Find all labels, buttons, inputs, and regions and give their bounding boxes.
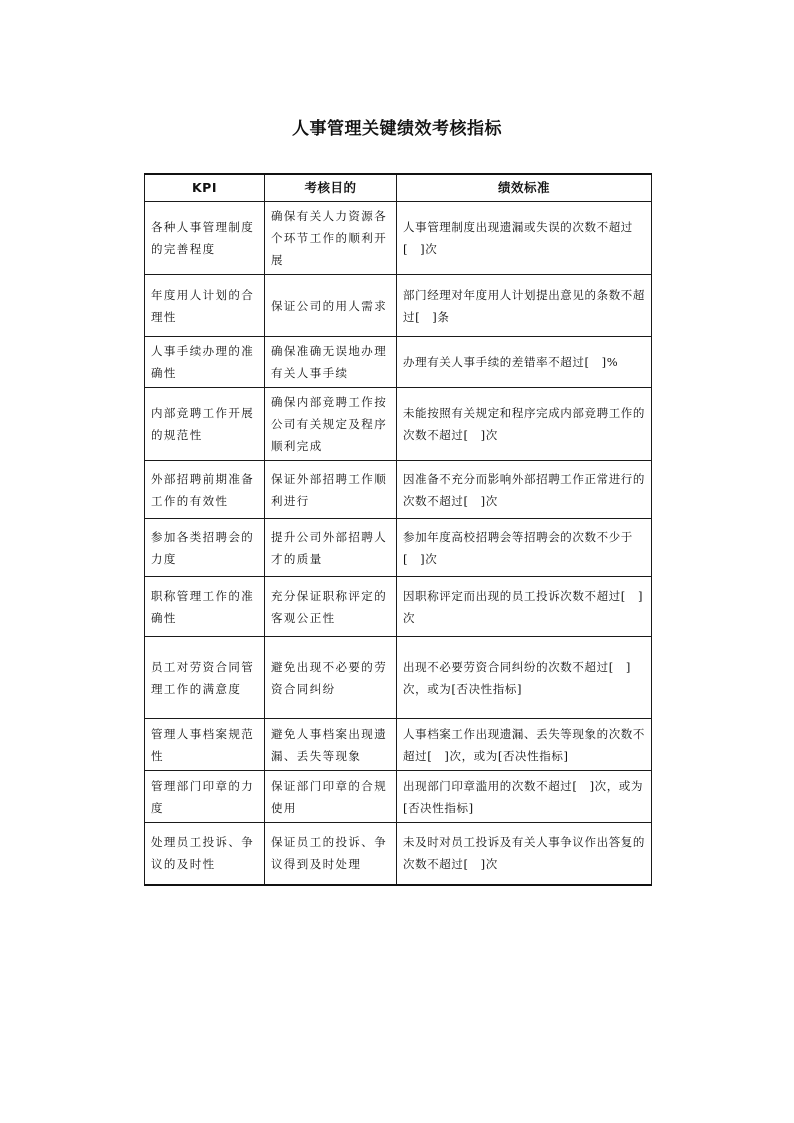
standard-cell: 参加年度高校招聘会等招聘会的次数不少于[ ]次 — [397, 519, 652, 577]
header-purpose: 考核目的 — [265, 174, 397, 202]
purpose-cell: 确保准确无误地办理有关人事手续 — [265, 337, 397, 388]
table-row — [145, 337, 652, 388]
kpi-cell: 管理人事档案规范性 — [145, 719, 265, 771]
table-row — [145, 637, 652, 719]
table-row — [145, 519, 652, 577]
table-row — [145, 202, 652, 275]
table-row — [145, 275, 652, 337]
table-header-row — [145, 174, 652, 202]
standard-cell: 出现不必要劳资合同纠纷的次数不超过[ ]次，或为[否决性指标] — [397, 637, 652, 719]
purpose-cell: 提升公司外部招聘人才的质量 — [265, 519, 397, 577]
purpose-cell: 保证员工的投诉、争议得到及时处理 — [265, 823, 397, 885]
table-row — [145, 461, 652, 519]
purpose-cell: 避免出现不必要的劳资合同纠纷 — [265, 637, 397, 719]
kpi-cell: 管理部门印章的力度 — [145, 771, 265, 823]
purpose-cell: 确保内部竞聘工作按公司有关规定及程序顺利完成 — [265, 388, 397, 461]
standard-cell: 人事档案工作出现遗漏、丢失等现象的次数不超过[ ]次，或为[否决性指标] — [397, 719, 652, 771]
table-row — [145, 771, 652, 823]
table-row — [145, 577, 652, 637]
standard-cell: 未及时对员工投诉及有关人事争议作出答复的次数不超过[ ]次 — [397, 823, 652, 885]
kpi-cell: 员工对劳资合同管理工作的满意度 — [145, 637, 265, 719]
header-kpi: KPI — [145, 174, 265, 202]
purpose-cell: 保证公司的用人需求 — [265, 275, 397, 337]
kpi-cell: 年度用人计划的合理性 — [145, 275, 265, 337]
purpose-cell: 确保有关人力资源各个环节工作的顺利开展 — [265, 202, 397, 275]
kpi-cell: 职称管理工作的准确性 — [145, 577, 265, 637]
purpose-cell: 避免人事档案出现遗漏、丢失等现象 — [265, 719, 397, 771]
purpose-cell: 保证部门印章的合规使用 — [265, 771, 397, 823]
kpi-cell: 人事手续办理的准确性 — [145, 337, 265, 388]
standard-cell: 出现部门印章滥用的次数不超过[ ]次，或为[否决性指标] — [397, 771, 652, 823]
header-standard: 绩效标准 — [397, 174, 652, 202]
kpi-table — [144, 173, 652, 886]
kpi-cell: 处理员工投诉、争议的及时性 — [145, 823, 265, 885]
standard-cell: 办理有关人事手续的差错率不超过[ ]% — [397, 337, 652, 388]
kpi-cell: 参加各类招聘会的力度 — [145, 519, 265, 577]
purpose-cell: 充分保证职称评定的客观公正性 — [265, 577, 397, 637]
table-row — [145, 823, 652, 885]
table-row — [145, 388, 652, 461]
standard-cell: 人事管理制度出现遗漏或失误的次数不超过[ ]次 — [397, 202, 652, 275]
standard-cell: 部门经理对年度用人计划提出意见的条数不超过[ ]条 — [397, 275, 652, 337]
document-title: 人事管理关键绩效考核指标 — [292, 119, 502, 139]
standard-cell: 因职称评定而出现的员工投诉次数不超过[ ]次 — [397, 577, 652, 637]
purpose-cell: 保证外部招聘工作顺利进行 — [265, 461, 397, 519]
standard-cell: 因准备不充分而影响外部招聘工作正常进行的次数不超过[ ]次 — [397, 461, 652, 519]
standard-cell: 未能按照有关规定和程序完成内部竞聘工作的次数不超过[ ]次 — [397, 388, 652, 461]
kpi-cell: 外部招聘前期准备工作的有效性 — [145, 461, 265, 519]
kpi-cell: 内部竞聘工作开展的规范性 — [145, 388, 265, 461]
table-row — [145, 719, 652, 771]
kpi-cell: 各种人事管理制度的完善程度 — [145, 202, 265, 275]
